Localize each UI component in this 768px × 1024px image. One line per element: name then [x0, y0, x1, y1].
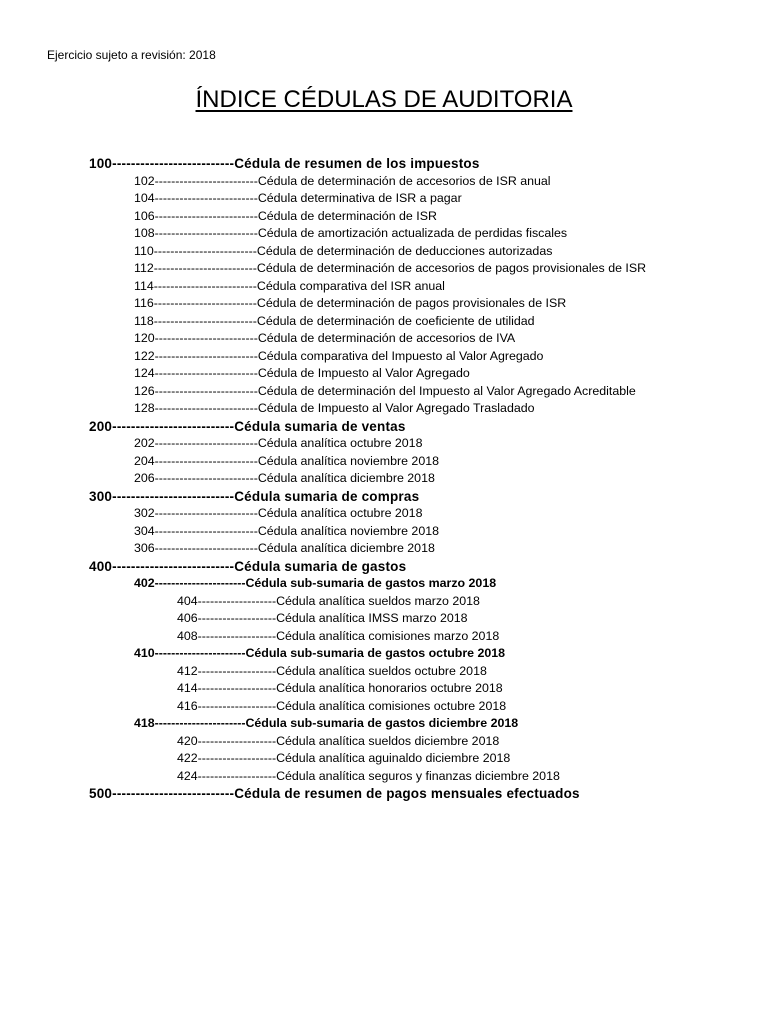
index-entry: 120-------------------------Cédula de determinación de accesorios de IVA [134, 331, 516, 345]
index-subsection-heading: 402----------------------Cédula sub-sumaria de gastos marzo 2018 [134, 576, 497, 590]
index-section-heading: 200--------------------------Cédula sumaria de ventas [89, 418, 406, 434]
index-section-heading: 400--------------------------Cédula sumaria de gastos [89, 558, 407, 574]
index-entry: 122-------------------------Cédula comparativa del Impuesto al Valor Agregado [134, 348, 544, 363]
index-section-heading: 100--------------------------Cédula de resumen de los impuestos [89, 156, 480, 171]
index-entry: 204-------------------------Cédula analítica noviembre 2018 [134, 453, 439, 468]
index-entry: 108-------------------------Cédula de amortización actualizada de perdidas fiscales [134, 226, 568, 240]
index-entry: 416-------------------Cédula analítica comisiones octubre 2018 [177, 698, 507, 713]
index-entry: 422-------------------Cédula analítica aguinaldo diciembre 2018 [177, 751, 511, 765]
index-entry: 114-------------------------Cédula comparativa del ISR anual [134, 278, 445, 293]
index-entry: 116-------------------------Cédula de determinación de pagos provisionales de ISR [134, 296, 567, 310]
index-section-heading: 500--------------------------Cédula de resumen de pagos mensuales efectuados [89, 786, 580, 801]
index-entry: 412-------------------Cédula analítica sueldos octubre 2018 [177, 663, 487, 678]
index-entry: 124-------------------------Cédula de Impuesto al Valor Agregado [134, 366, 470, 380]
index-entry: 424-------------------Cédula analítica seguros y finanzas diciembre 2018 [177, 768, 560, 783]
index-subsection-heading: 410----------------------Cédula sub-sumaria de gastos octubre 2018 [134, 646, 506, 660]
index-entry: 110-------------------------Cédula de determinación de deducciones autorizadas [134, 243, 553, 258]
index-entry: 112-------------------------Cédula de determinación de accesorios de pagos provisionales de ISR [134, 261, 647, 275]
index-entry: 126-------------------------Cédula de determinación del Impuesto al Valor Agregado Acreditable [134, 383, 636, 398]
index-entry: 128-------------------------Cédula de Impuesto al Valor Agregado Trasladado [134, 401, 535, 415]
index-entry: 302-------------------------Cédula analítica octubre 2018 [134, 506, 423, 520]
index-entry: 304-------------------------Cédula analítica noviembre 2018 [134, 523, 439, 538]
exercise-year-label: Ejercicio sujeto a revisión: 2018 [47, 48, 216, 62]
index-entry: 118-------------------------Cédula de determinación de coeficiente de utilidad [134, 313, 535, 328]
audit-index-list [0, 155, 768, 803]
index-entry: 420-------------------Cédula analítica sueldos diciembre 2018 [177, 733, 500, 748]
index-entry: 102-------------------------Cédula de determinación de accesorios de ISR anual [134, 173, 551, 188]
index-entry: 414-------------------Cédula analítica honorarios octubre 2018 [177, 681, 503, 695]
index-entry: 206-------------------------Cédula analítica diciembre 2018 [134, 471, 435, 485]
index-entry: 408-------------------Cédula analítica comisiones marzo 2018 [177, 628, 500, 643]
index-subsection-heading: 418----------------------Cédula sub-sumaria de gastos diciembre 2018 [134, 716, 519, 730]
page-title: ÍNDICE CÉDULAS DE AUDITORIA [195, 86, 573, 113]
page-title-container [0, 84, 768, 116]
index-section-heading: 300--------------------------Cédula sumaria de compras [89, 488, 420, 504]
index-entry: 406-------------------Cédula analítica IMSS marzo 2018 [177, 611, 468, 625]
index-entry: 306-------------------------Cédula analítica diciembre 2018 [134, 541, 435, 555]
index-entry: 404-------------------Cédula analítica sueldos marzo 2018 [177, 593, 480, 608]
index-entry: 106-------------------------Cédula de determinación de ISR [134, 208, 437, 223]
index-entry: 104-------------------------Cédula determinativa de ISR a pagar [134, 191, 462, 205]
index-entry: 202-------------------------Cédula analítica octubre 2018 [134, 436, 423, 450]
